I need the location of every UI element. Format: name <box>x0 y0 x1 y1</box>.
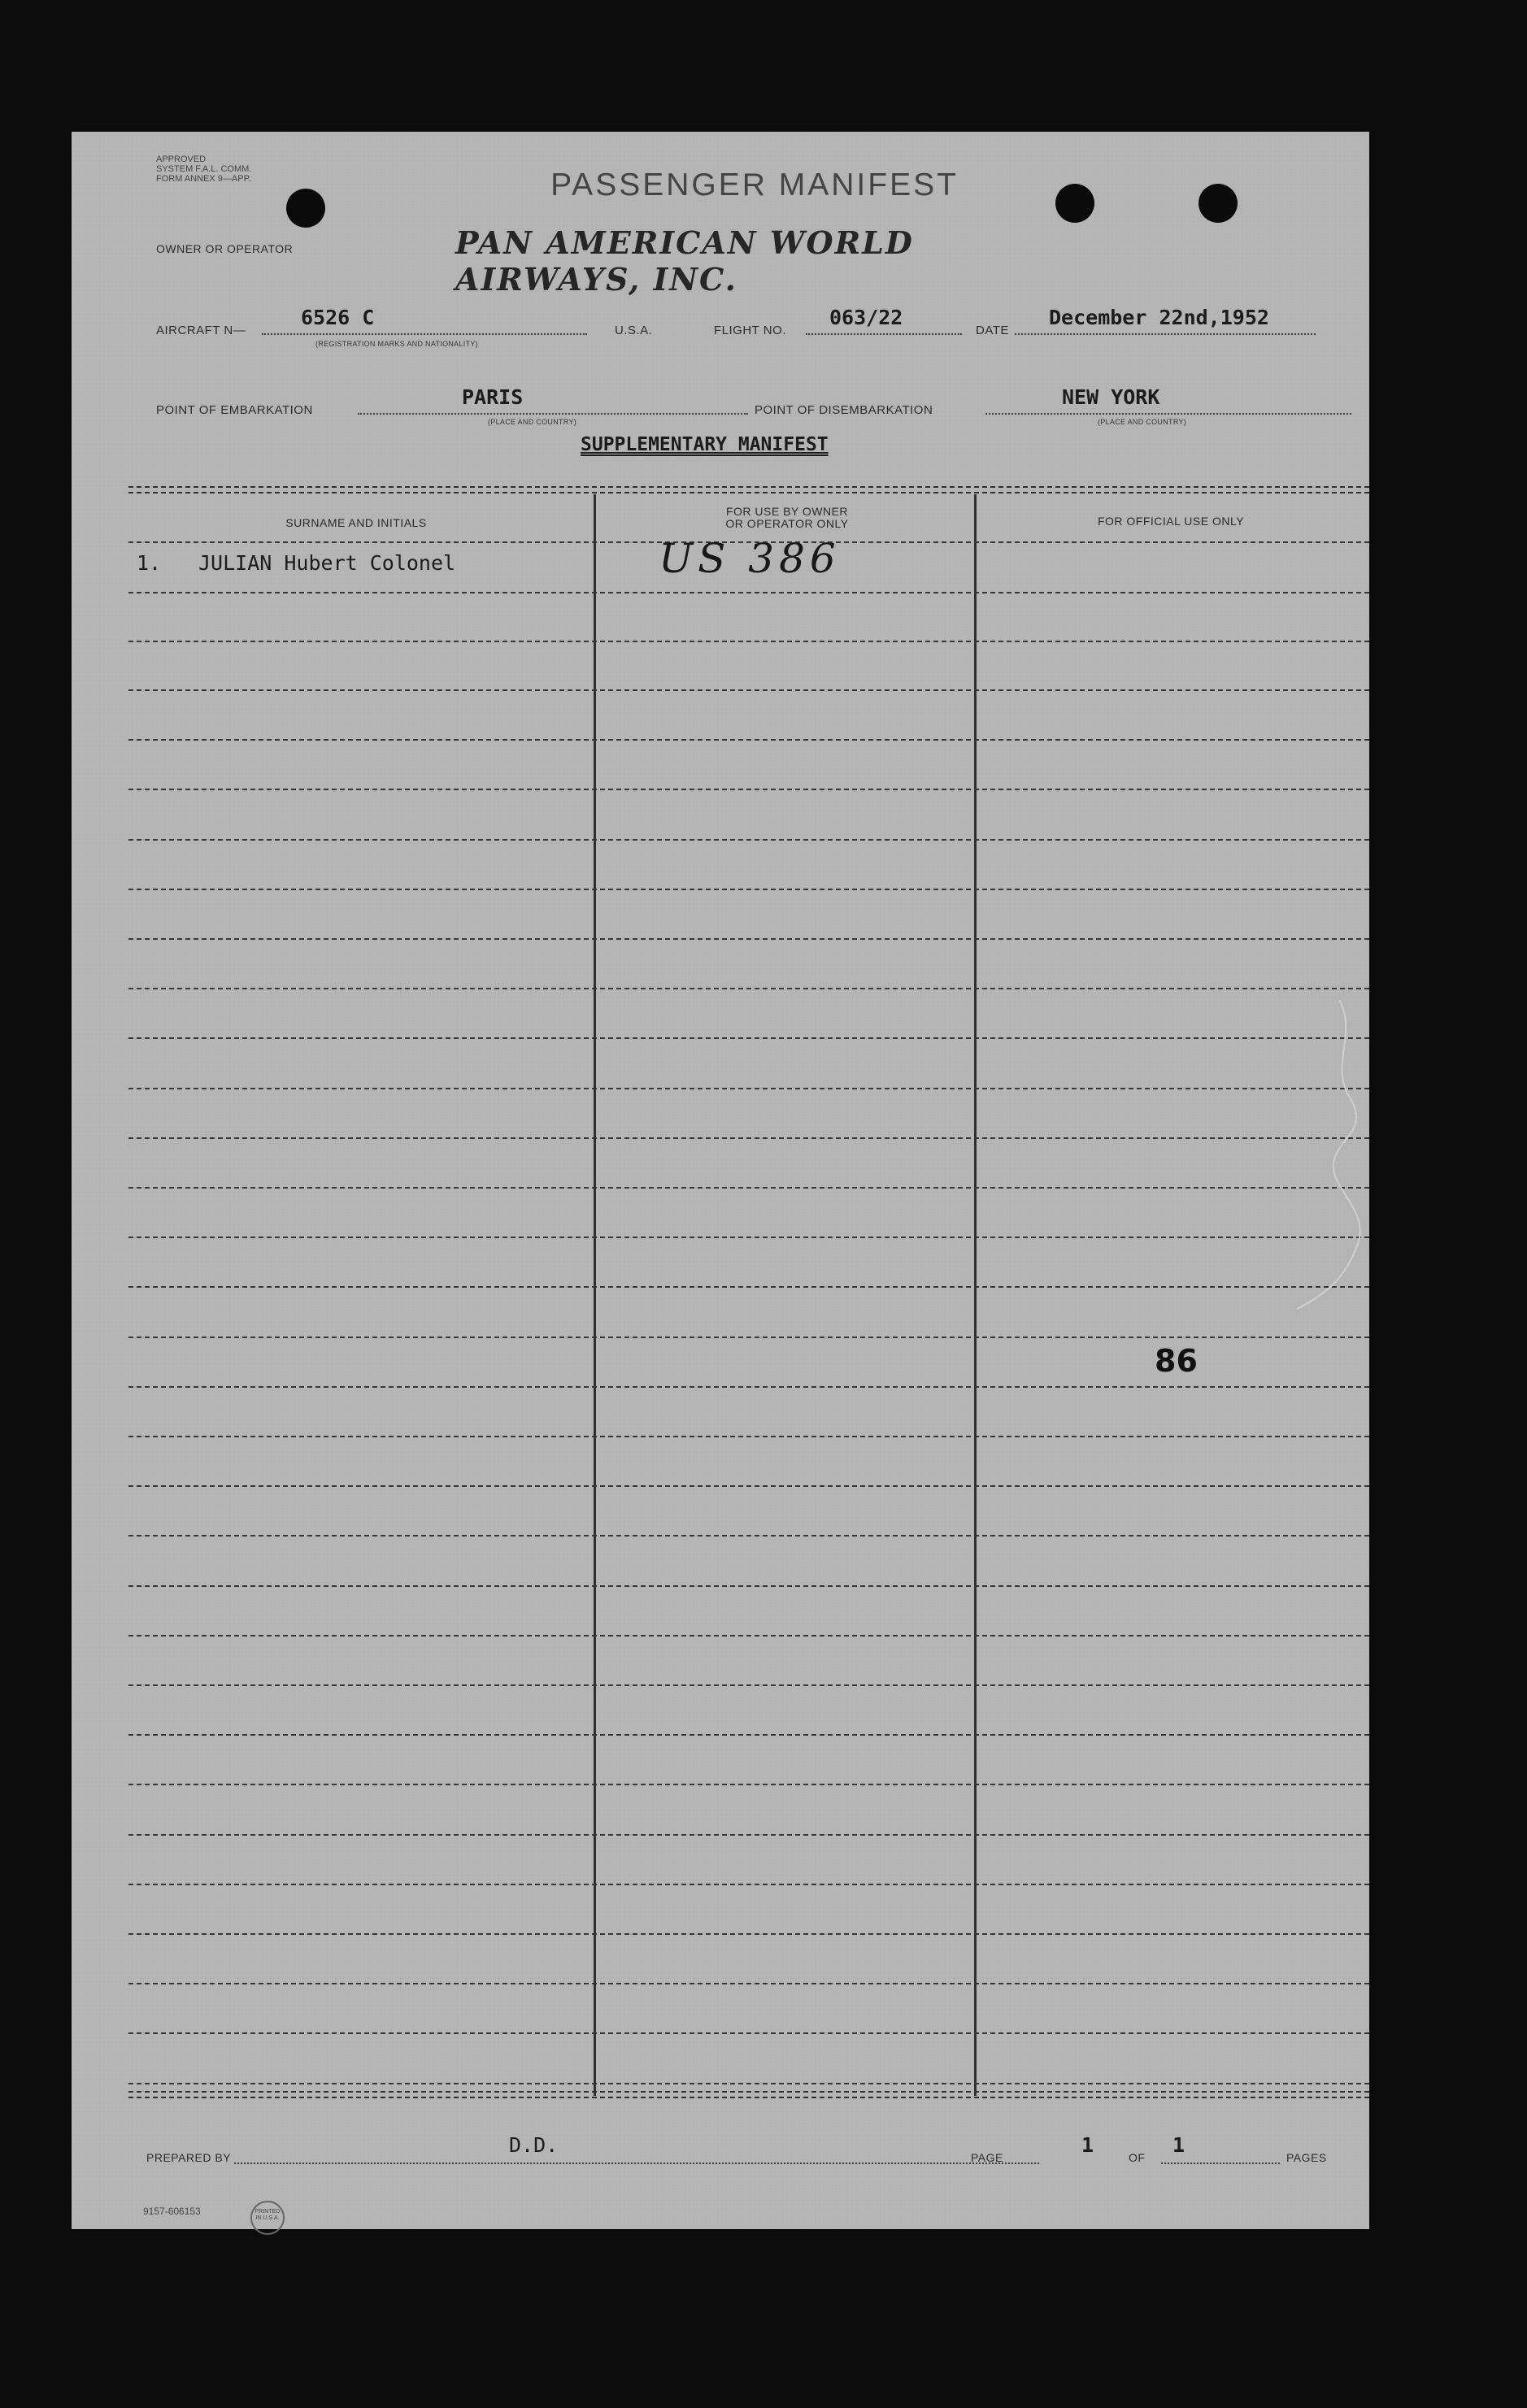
pages-label: PAGES <box>1286 2151 1327 2164</box>
table-rule-line <box>128 1684 1369 1686</box>
table-rule-line <box>128 1834 1369 1836</box>
embark-caption: (PLACE AND COUNTRY) <box>488 418 577 426</box>
table-rule-line <box>128 1137 1369 1139</box>
table-rule-line <box>128 2032 1369 2034</box>
table-rule-line <box>128 1286 1369 1288</box>
disembark-underline <box>985 413 1351 415</box>
printer-mark: PRINTED IN U.S.A. <box>254 2209 281 2221</box>
date-value: December 22nd,1952 <box>1049 306 1269 329</box>
table-bottom-rule <box>128 2091 1369 2098</box>
table-rule-line <box>128 739 1369 741</box>
company-name: PAN AMERICAN WORLD AIRWAYS, INC. <box>455 224 914 298</box>
page-value: 1 <box>1081 2133 1094 2157</box>
table-rule-line <box>128 1187 1369 1189</box>
printer-seal <box>250 2201 285 2235</box>
prepared-value: D.D. <box>509 2133 559 2157</box>
of-underline <box>1161 2162 1280 2164</box>
table-rule-line <box>128 1535 1369 1537</box>
table-rule-line <box>128 689 1369 691</box>
disembark-label: POINT OF DISEMBARKATION <box>755 403 933 417</box>
owner-label: OWNER OR OPERATOR <box>156 242 294 255</box>
table-rule-line <box>128 641 1369 642</box>
approval-line: APPROVED <box>156 154 207 164</box>
usa-label: U.S.A. <box>615 324 653 337</box>
of-label: OF <box>1129 2151 1146 2164</box>
table-rule-line <box>128 789 1369 790</box>
col-header-owner-line: FOR USE BY OWNER <box>725 505 849 518</box>
owner-use-handwriting: US 386 <box>659 535 841 582</box>
table-rule-line <box>128 1734 1369 1736</box>
punch-hole-right <box>1199 184 1238 223</box>
col-header-surname: SURNAME AND INITIALS <box>285 516 427 529</box>
prepared-underline <box>234 2162 1039 2164</box>
table-rule-line <box>128 1585 1369 1587</box>
manifest-sheet <box>72 132 1369 2229</box>
table-rule-line <box>128 938 1369 940</box>
table-rule-line <box>128 1237 1369 1238</box>
table-rule-line <box>128 592 1369 593</box>
supplementary-manifest: SUPPLEMENTARY MANIFEST <box>581 434 829 455</box>
table-rule-line <box>128 1436 1369 1437</box>
form-title: PASSENGER MANIFEST <box>550 167 959 202</box>
table-rule-line <box>128 839 1369 841</box>
table-rule-line <box>128 1635 1369 1636</box>
date-underline <box>1015 333 1316 335</box>
table-rule-line <box>128 1088 1369 1089</box>
aircraft-value: 6526 C <box>301 306 375 329</box>
string-tie <box>1281 1000 1378 1341</box>
punch-hole-middle <box>1055 184 1094 223</box>
embark-underline <box>358 413 748 415</box>
table-rule-line <box>128 1485 1369 1487</box>
passenger-name: JULIAN Hubert Colonel <box>198 551 456 575</box>
disembark-value: NEW YORK <box>1062 385 1160 409</box>
embark-label: POINT OF EMBARKATION <box>156 403 313 417</box>
table-rule-line <box>128 1337 1369 1338</box>
table-rule-line <box>128 1983 1369 1984</box>
flight-value: 063/22 <box>829 306 903 329</box>
table-rule-line <box>128 1933 1369 1935</box>
table-top-rule <box>128 486 1369 493</box>
disembark-caption: (PLACE AND COUNTRY) <box>1098 418 1187 426</box>
flight-underline <box>806 333 962 335</box>
approval-line: FORM ANNEX 9—APP. <box>156 174 251 184</box>
flight-label: FLIGHT NO. <box>714 324 786 337</box>
date-label: DATE <box>976 324 1009 337</box>
embark-value: PARIS <box>462 385 524 409</box>
entry-number: 1. <box>137 551 162 575</box>
of-value: 1 <box>1172 2133 1185 2157</box>
col-header-owner-use <box>608 506 966 530</box>
aircraft-underline <box>262 333 587 335</box>
table-rule-line <box>128 1037 1369 1039</box>
column-divider-1 <box>594 494 596 2096</box>
approval-line: SYSTEM F.A.L. COMM. <box>156 164 252 174</box>
punch-hole-left <box>286 189 325 228</box>
column-divider-2 <box>974 494 977 2096</box>
form-code: 9157-606153 <box>143 2206 201 2217</box>
official-stamp-number: 86 <box>1155 1343 1198 1379</box>
prepared-label: PREPARED BY <box>146 2151 232 2164</box>
aircraft-label: AIRCRAFT N— <box>156 324 246 337</box>
table-rule-line <box>128 988 1369 989</box>
table-rule-line <box>128 1784 1369 1785</box>
col-header-owner-line: OR OPERATOR ONLY <box>725 517 849 530</box>
page-label: PAGE <box>971 2151 1003 2164</box>
table-rule-line <box>128 2083 1369 2084</box>
table-rule-line <box>128 1884 1369 1885</box>
aircraft-caption: (REGISTRATION MARKS AND NATIONALITY) <box>315 340 478 348</box>
table-rule-line <box>128 1386 1369 1388</box>
col-header-official: FOR OFFICIAL USE ONLY <box>1097 515 1245 528</box>
table-rule-line <box>128 889 1369 890</box>
